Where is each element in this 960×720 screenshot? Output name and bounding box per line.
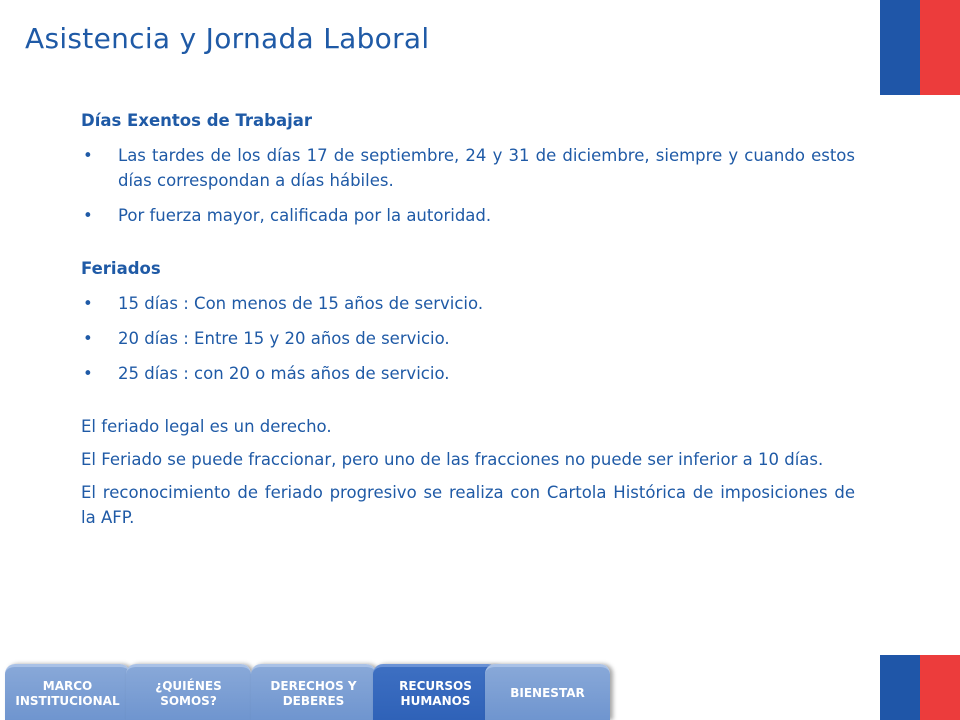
bottom-navigation	[0, 660, 700, 720]
bullet-icon: •	[83, 206, 93, 225]
list-item: • 15 días : Con menos de 15 años de servicio.	[81, 291, 855, 316]
bullet-icon: •	[83, 146, 93, 165]
paragraph: El feriado legal es un derecho.	[81, 417, 332, 436]
flag-stripes-top	[880, 0, 960, 95]
flag-blue-stripe	[880, 655, 920, 720]
bullet-icon: •	[83, 364, 93, 383]
section-heading-exentos: Días Exentos de Trabajar	[81, 111, 313, 130]
flag-blue-stripe	[880, 0, 920, 95]
list-item: • Las tardes de los días 17 de septiembre, 24 y 31 de diciembre, siempre y cuando estos días correspondan a días hábiles.	[81, 143, 855, 193]
paragraph: El reconocimiento de feriado progresivo se realiza con Cartola Histórica de imposiciones de la AFP.	[81, 483, 855, 527]
list-item: • 25 días : con 20 o más años de servicio.	[81, 361, 855, 386]
section-heading-feriados: Feriados	[81, 259, 161, 278]
flag-red-stripe	[920, 0, 960, 95]
nav-tab-recursos-humanos[interactable]: RECURSOS HUMANOS	[373, 664, 498, 720]
bullet-icon: •	[83, 329, 93, 348]
paragraph: El Feriado se puede fraccionar, pero uno de las fracciones no puede ser inferior a 10 días.	[81, 450, 824, 469]
flag-stripes-bottom	[880, 655, 960, 720]
list-feriados	[81, 291, 855, 386]
flag-red-stripe	[920, 655, 960, 720]
nav-tab-marco-institucional[interactable]: MARCO INSTITUCIONAL	[5, 664, 130, 720]
nav-tab-bienestar[interactable]: BIENESTAR	[485, 664, 610, 720]
list-item: • Por fuerza mayor, calificada por la autoridad.	[81, 203, 855, 228]
nav-tab-quienes-somos[interactable]: ¿QUIÉNES SOMOS?	[126, 664, 251, 720]
page-title: Asistencia y Jornada Laboral	[25, 22, 430, 55]
slide-content	[81, 108, 855, 538]
nav-tab-derechos-deberes[interactable]: DERECHOS Y DEBERES	[251, 664, 376, 720]
list-exentos	[81, 143, 855, 228]
bullet-icon: •	[83, 294, 93, 313]
list-item: • 20 días : Entre 15 y 20 años de servicio.	[81, 326, 855, 351]
